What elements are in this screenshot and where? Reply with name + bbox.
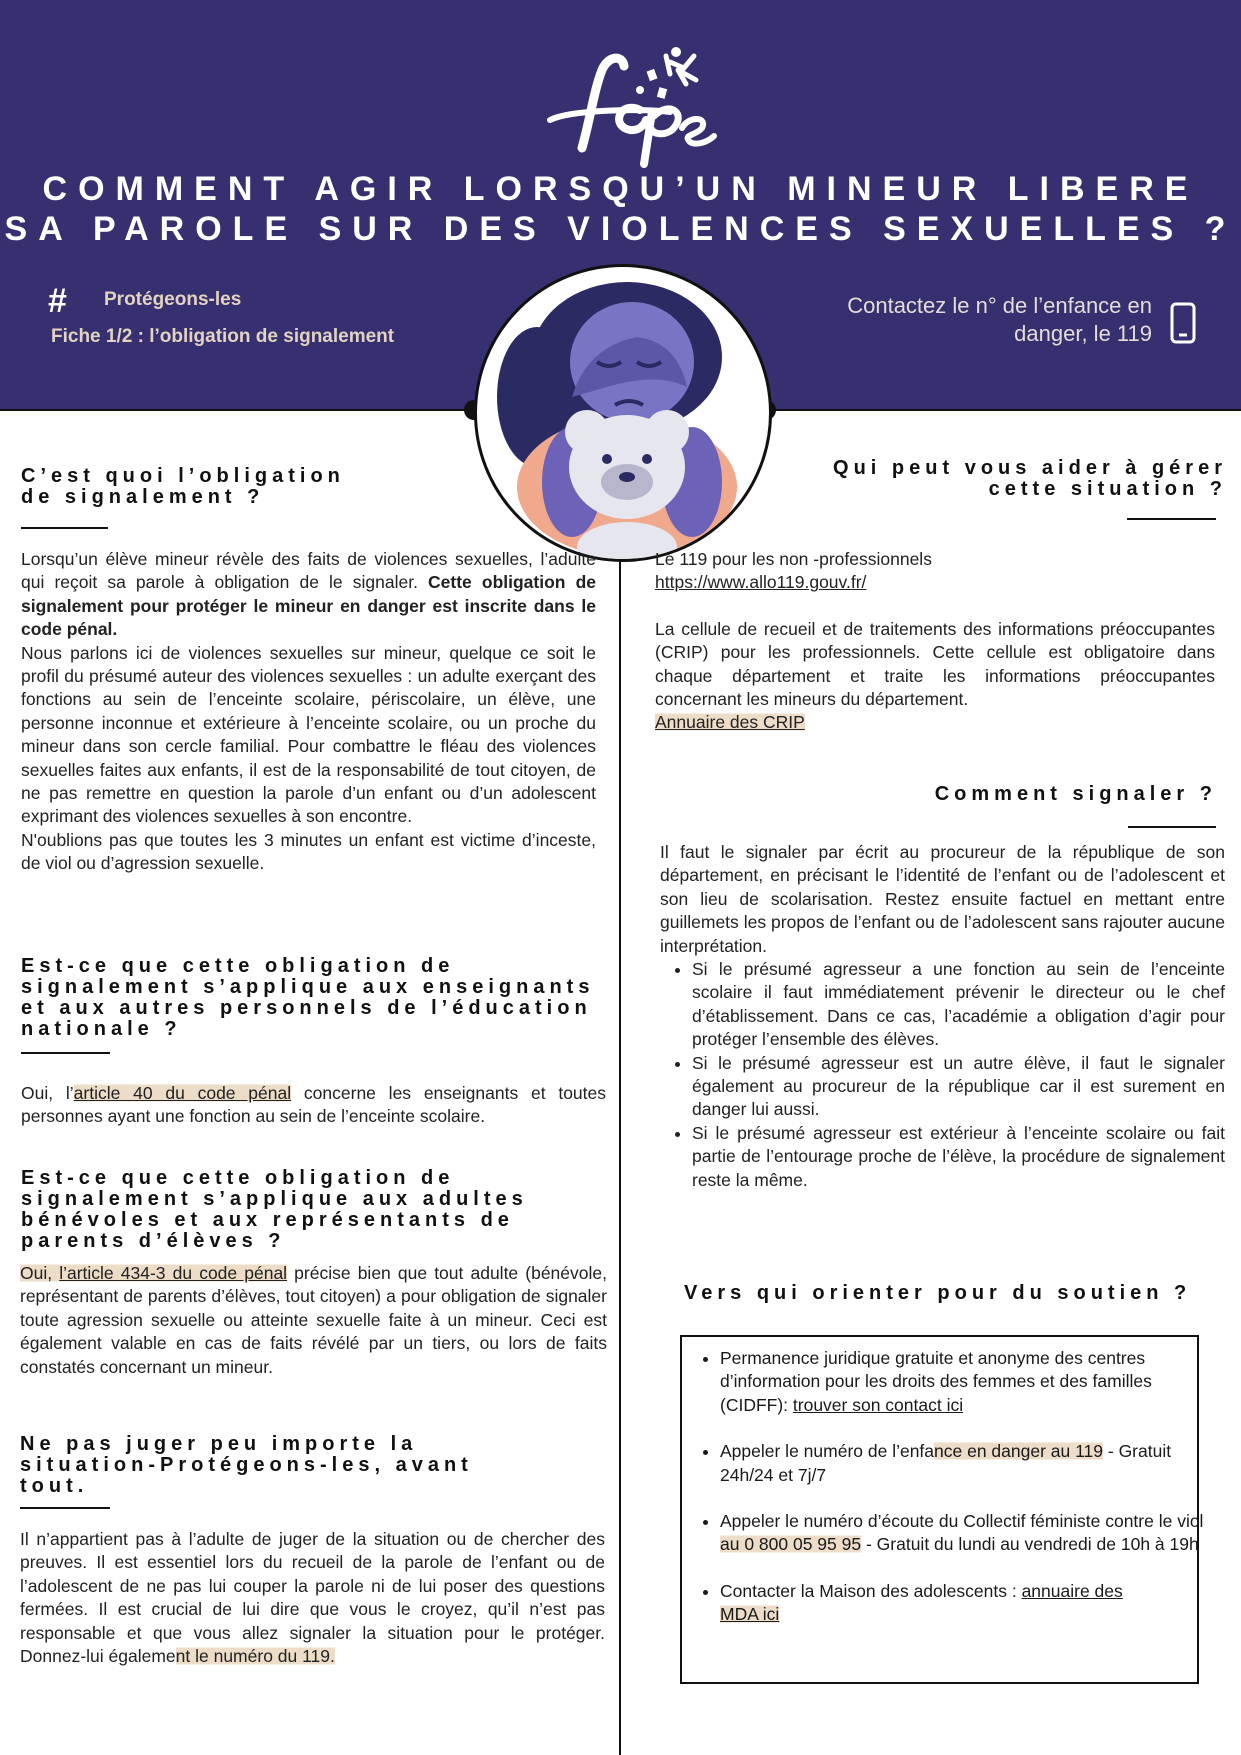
fcpe-logo [520,30,720,170]
section-title-signaler: Comment signaler ? [934,783,1217,805]
signalement-cases-list [660,958,1225,1192]
contact-line1: Contactez le n° de l’enfance en [847,293,1152,318]
list-item: • Permanence juridique gratuite et anonyme des centres d’information pour les droits des femmes et des familles (CIDFF): trouver son contact ici [720,1347,1210,1417]
list-item: • Contacter la Maison des adolescents : annuaire des MDA ici [720,1580,1210,1627]
phone-icon [1170,302,1196,344]
tagline: Protégeons-les [104,289,242,310]
page-title-line1: COMMENT AGIR LORSQU’UN MINEUR LIBERE [42,170,1199,208]
section-title-ne-pas-juger: Ne pas juger peu importe la situation-Protégeons-les, avant tout. [20,1433,473,1497]
list-item: • Si le présumé agresseur est un autre élève, il faut le signaler également au procureur de la république car il est surement en danger lui aussi. [692,1052,1225,1122]
section-title-soutien: Vers qui orienter pour du soutien ? [684,1282,1192,1304]
section-title-enseignants: Est-ce que cette obligation de signalement s’applique aux enseignants et aux autres personnels de l’éducation nationale ? [21,955,595,1040]
mda-annuaire-link-line2[interactable]: MDA ici [720,1604,780,1625]
section-title-benevoles: Est-ce que cette obligation de signalement s’applique aux adultes bénévoles et aux représentants de parents d’élèves ? [21,1167,528,1252]
support-contacts-box [680,1335,1204,1684]
list-item: • Si le présumé agresseur a une fonction au sein de l’enceinte scolaire il faut immédiatement prévenir le directeur ou le chef d’établissement. Dans ce cas, l’académie a obligation d’agir pour protéger l’ensemble des élèves. [692,958,1225,1052]
list-item: • Si le présumé agresseur est extérieur à l’enceinte scolaire ou fait partie de l’entourage proche de l’élève, la procédure de signalement reste la même. [692,1122,1225,1192]
title-underline [21,1052,110,1054]
section-body-ne-pas-juger: Il n’appartient pas à l’adulte de juger de la situation ou de chercher des preuves. Il est essentiel lors du recueil de la parole de l’enfant ou de l’adolescent de ne pas lui couper la parole ni de lui poser des questions fermées. Il est crucial de lui dire que vous le croyez, qu’il n’est pas responsable et que vous allez signaler la situation pour le protéger. Donnez-lui également le numéro du 119. [20,1529,605,1667]
hashtag-icon: # [48,282,67,320]
page-title-line2: SA PAROLE SUR DES VIOLENCES SEXUELLES ? [4,210,1237,248]
article-434-3-link[interactable]: l’article 434-3 du code pénal [59,1263,288,1283]
allo119-link[interactable]: https://www.allo119.gouv.fr/ [655,572,867,593]
list-item: • Appeler le numéro d’écoute du Collectif féministe contre le viol au 0 800 05 95 95 - Gratuit du lundi au vendredi de 10h à 19h [720,1510,1210,1557]
annuaire-crip-link[interactable]: Annuaire des CRIP [655,712,805,733]
child-illustration [474,264,772,562]
section-body-obligation: Lorsqu’un élève mineur révèle des faits de violences sexuelles, l’adulte qui reçoit sa parole à obligation de le signaler. Cette obligation de signalement pour protéger le mineur en danger est inscrite dans le code pénal. Nous parlons ici de violences sexuelles sur mineur, quelque ce soit le profil du présumé auteur des violences sexuelles : un adulte exerçant des fonctions au sein de l’enceinte scolaire, périscolaire, un élève, une personne inconnue et extérieure à l’enceinte scolaire, ou un proche du mineur dans son cercle familial. Pour combattre le fléau des violences sexuelles faites aux enfants, il est de la responsabilité de tout citoyen, de ne pas remettre en question la parole d’un enfant ou d’un adolescent exprimant des violences sexuelles à son encontre. N'oublions pas que toutes les 3 minutes un enfant est victime d’inceste, de viol ou d’agression sexuelle. [21,549,596,874]
list-item: • Appeler le numéro de l’enfance en danger au 119 - Gratuit 24h/24 et 7j/7 [720,1440,1210,1487]
section-body-benevoles: Oui, l’article 434-3 du code pénal précise bien que tout adulte (bénévole, représentant de parents d’élèves, tout citoyen) a pour obligation de signaler toute agression sexuelle ou atteinte sexuelle faite à un mineur. Ceci est également valable en cas de faits révélé par un tiers, ou lors de faits constatés concernant un mineur. [20,1263,607,1377]
column-divider [619,553,621,1755]
support-contacts-list [682,1347,1210,1650]
title-underline [21,527,108,529]
contact-info [760,292,1152,348]
title-underline [1128,826,1216,828]
mda-annuaire-link[interactable]: annuaire des [1021,1580,1123,1601]
contact-line2: danger, le 119 [1014,321,1152,346]
section-title-obligation: C’est quoi l’obligation de signalement ? [21,465,345,508]
title-underline [1127,518,1216,520]
sad-child-with-bear-illustration [477,267,769,559]
section-body-signaler: Il faut le signaler par écrit au procureur de la république de son département, en précisant le l’identité de l’enfant ou de l’adolescent et son lieu de scolarisation. Restez ensuite factuel en mettant entre guillemets les propos de l’enfant ou de l’adolescent sans rajouter aucune interprétation. • Si le présumé agresseur a une fonction au sein de l’enceinte scolaire il faut immédiatement prévenir le directeur ou le chef d’établissement. Dans ce cas, l’académie a obligation d’agir pour protéger l’ensemble des élèves. • Si le présumé agresseur est un autre élève, il faut le signaler également au procureur de la république car il est surement en danger lui aussi. • Si le présumé agresseur est extérieur à l’enceinte scolaire ou fait partie de l’entourage proche de l’élève, la procédure de signalement reste la même. [660,841,1225,1192]
fiche-label: Fiche 1/2 : l’obligation de signalement [51,326,395,347]
section-body-enseignants: Oui, l’article 40 du code pénal concerne les enseignants et toutes personnes ayant une fonction au sein de l’enceinte scolaire. [21,1083,607,1127]
article-40-link[interactable]: article 40 du code pénal [73,1083,292,1103]
cidff-contact-link[interactable]: trouver son contact ici [792,1394,964,1415]
title-underline [20,1507,110,1509]
section-body-aide: Le 119 pour les non -professionnels https://www.allo119.gouv.fr/ La cellule de recueil et de traitements des informations préoccupantes (CRIP) pour les professionnels. Cette cellule est obligatoire dans chaque département et traite les informations préoccupantes concernant les mineurs du département. Annuaire des CRIP [655,549,1215,733]
section-title-aide: Qui peut vous aider à gérer cette situation ? [833,457,1227,500]
